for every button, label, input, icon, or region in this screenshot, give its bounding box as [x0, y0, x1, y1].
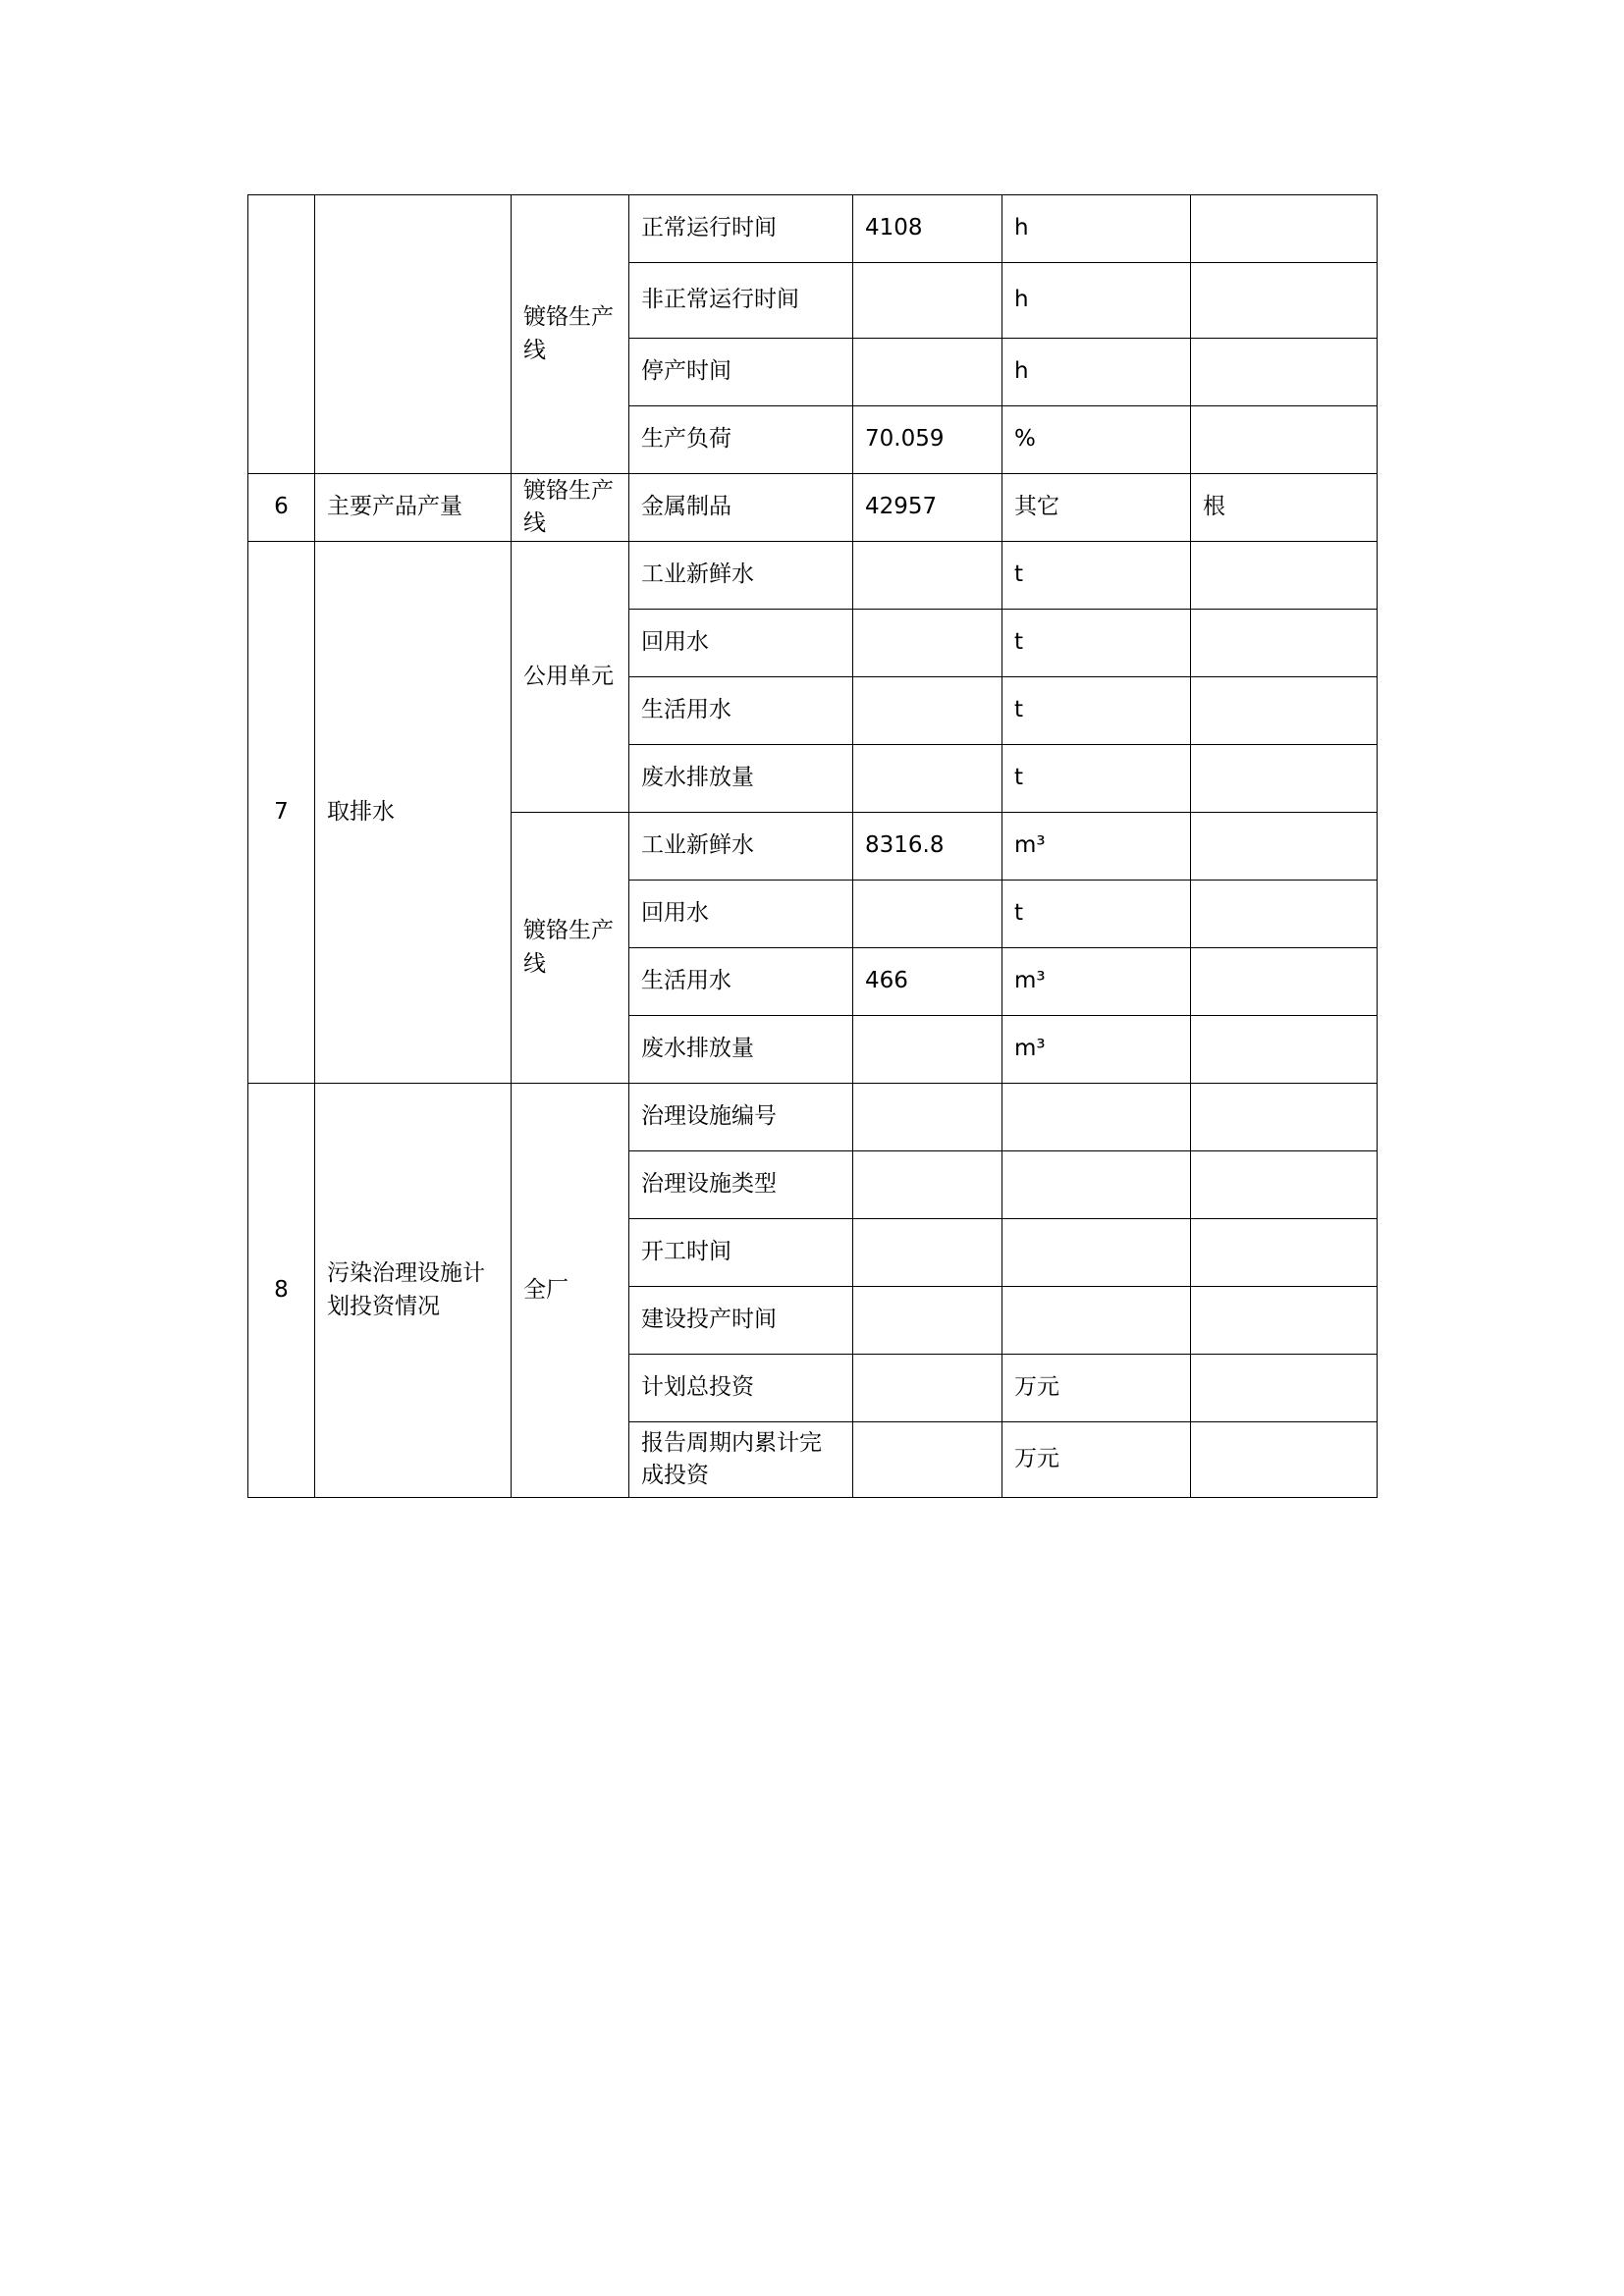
cell-unit: h — [1002, 339, 1191, 406]
cell-name: 正常运行时间 — [629, 195, 853, 263]
cell-name: 报告周期内累计完成投资 — [629, 1422, 853, 1498]
cell-unit: m³ — [1002, 1016, 1191, 1084]
cell-name: 废水排放量 — [629, 1016, 853, 1084]
cell-unit — [1002, 1287, 1191, 1355]
cell-unit: t — [1002, 677, 1191, 745]
cell-value: 8316.8 — [853, 813, 1002, 881]
cell-index — [248, 195, 315, 474]
cell-extra — [1191, 1422, 1378, 1498]
cell-name: 计划总投资 — [629, 1355, 853, 1422]
cell-index: 7 — [248, 542, 315, 1084]
cell-extra — [1191, 1151, 1378, 1219]
cell-index: 6 — [248, 474, 315, 542]
cell-extra — [1191, 881, 1378, 948]
cell-value — [853, 1151, 1002, 1219]
table-row — [248, 195, 1378, 263]
cell-value — [853, 1084, 1002, 1151]
cell-extra — [1191, 745, 1378, 813]
cell-value — [853, 610, 1002, 677]
cell-unit: 万元 — [1002, 1355, 1191, 1422]
cell-value — [853, 1422, 1002, 1498]
cell-name: 治理设施编号 — [629, 1084, 853, 1151]
cell-unitgroup: 镀铬生产线 — [512, 813, 629, 1084]
cell-name: 非正常运行时间 — [629, 263, 853, 339]
cell-value — [853, 542, 1002, 610]
cell-item: 取排水 — [315, 542, 512, 1084]
cell-name: 回用水 — [629, 610, 853, 677]
cell-unit: 万元 — [1002, 1422, 1191, 1498]
cell-extra — [1191, 406, 1378, 474]
cell-unit: % — [1002, 406, 1191, 474]
cell-value — [853, 1287, 1002, 1355]
cell-unit: t — [1002, 542, 1191, 610]
cell-unit: t — [1002, 745, 1191, 813]
table-row — [248, 474, 1378, 542]
cell-item — [315, 195, 512, 474]
cell-value — [853, 339, 1002, 406]
emission-ledger-table — [247, 194, 1378, 1498]
cell-unit: m³ — [1002, 813, 1191, 881]
cell-item: 污染治理设施计划投资情况 — [315, 1084, 512, 1498]
cell-extra — [1191, 339, 1378, 406]
cell-unit — [1002, 1151, 1191, 1219]
cell-name: 治理设施类型 — [629, 1151, 853, 1219]
cell-extra — [1191, 948, 1378, 1016]
cell-value — [853, 677, 1002, 745]
cell-value — [853, 263, 1002, 339]
cell-extra — [1191, 610, 1378, 677]
cell-unit: 其它 — [1002, 474, 1191, 542]
cell-name: 开工时间 — [629, 1219, 853, 1287]
cell-unit: h — [1002, 263, 1191, 339]
cell-name: 生产负荷 — [629, 406, 853, 474]
cell-extra — [1191, 1084, 1378, 1151]
cell-unit: h — [1002, 195, 1191, 263]
table-row — [248, 542, 1378, 610]
cell-name: 回用水 — [629, 881, 853, 948]
cell-unitgroup: 公用单元 — [512, 542, 629, 813]
cell-name: 建设投产时间 — [629, 1287, 853, 1355]
cell-extra — [1191, 1355, 1378, 1422]
cell-value — [853, 1016, 1002, 1084]
cell-extra — [1191, 813, 1378, 881]
cell-unit: m³ — [1002, 948, 1191, 1016]
cell-value: 4108 — [853, 195, 1002, 263]
cell-unit — [1002, 1219, 1191, 1287]
cell-value: 42957 — [853, 474, 1002, 542]
cell-extra: 根 — [1191, 474, 1378, 542]
cell-extra — [1191, 1287, 1378, 1355]
cell-unitgroup: 全厂 — [512, 1084, 629, 1498]
cell-index: 8 — [248, 1084, 315, 1498]
cell-extra — [1191, 677, 1378, 745]
cell-extra — [1191, 195, 1378, 263]
cell-extra — [1191, 542, 1378, 610]
cell-name: 工业新鲜水 — [629, 813, 853, 881]
cell-name: 工业新鲜水 — [629, 542, 853, 610]
cell-unit: t — [1002, 881, 1191, 948]
cell-name: 废水排放量 — [629, 745, 853, 813]
cell-name: 生活用水 — [629, 948, 853, 1016]
cell-value: 466 — [853, 948, 1002, 1016]
cell-extra — [1191, 1016, 1378, 1084]
cell-value: 70.059 — [853, 406, 1002, 474]
cell-name: 金属制品 — [629, 474, 853, 542]
cell-value — [853, 1355, 1002, 1422]
cell-value — [853, 1219, 1002, 1287]
cell-name: 生活用水 — [629, 677, 853, 745]
emission-ledger-table-wrapper — [247, 194, 1377, 1498]
cell-name: 停产时间 — [629, 339, 853, 406]
cell-value — [853, 881, 1002, 948]
cell-unitgroup: 镀铬生产线 — [512, 195, 629, 474]
cell-value — [853, 745, 1002, 813]
cell-extra — [1191, 263, 1378, 339]
cell-item: 主要产品产量 — [315, 474, 512, 542]
cell-unit: t — [1002, 610, 1191, 677]
table-row — [248, 1084, 1378, 1151]
cell-unitgroup: 镀铬生产线 — [512, 474, 629, 542]
cell-extra — [1191, 1219, 1378, 1287]
cell-unit — [1002, 1084, 1191, 1151]
